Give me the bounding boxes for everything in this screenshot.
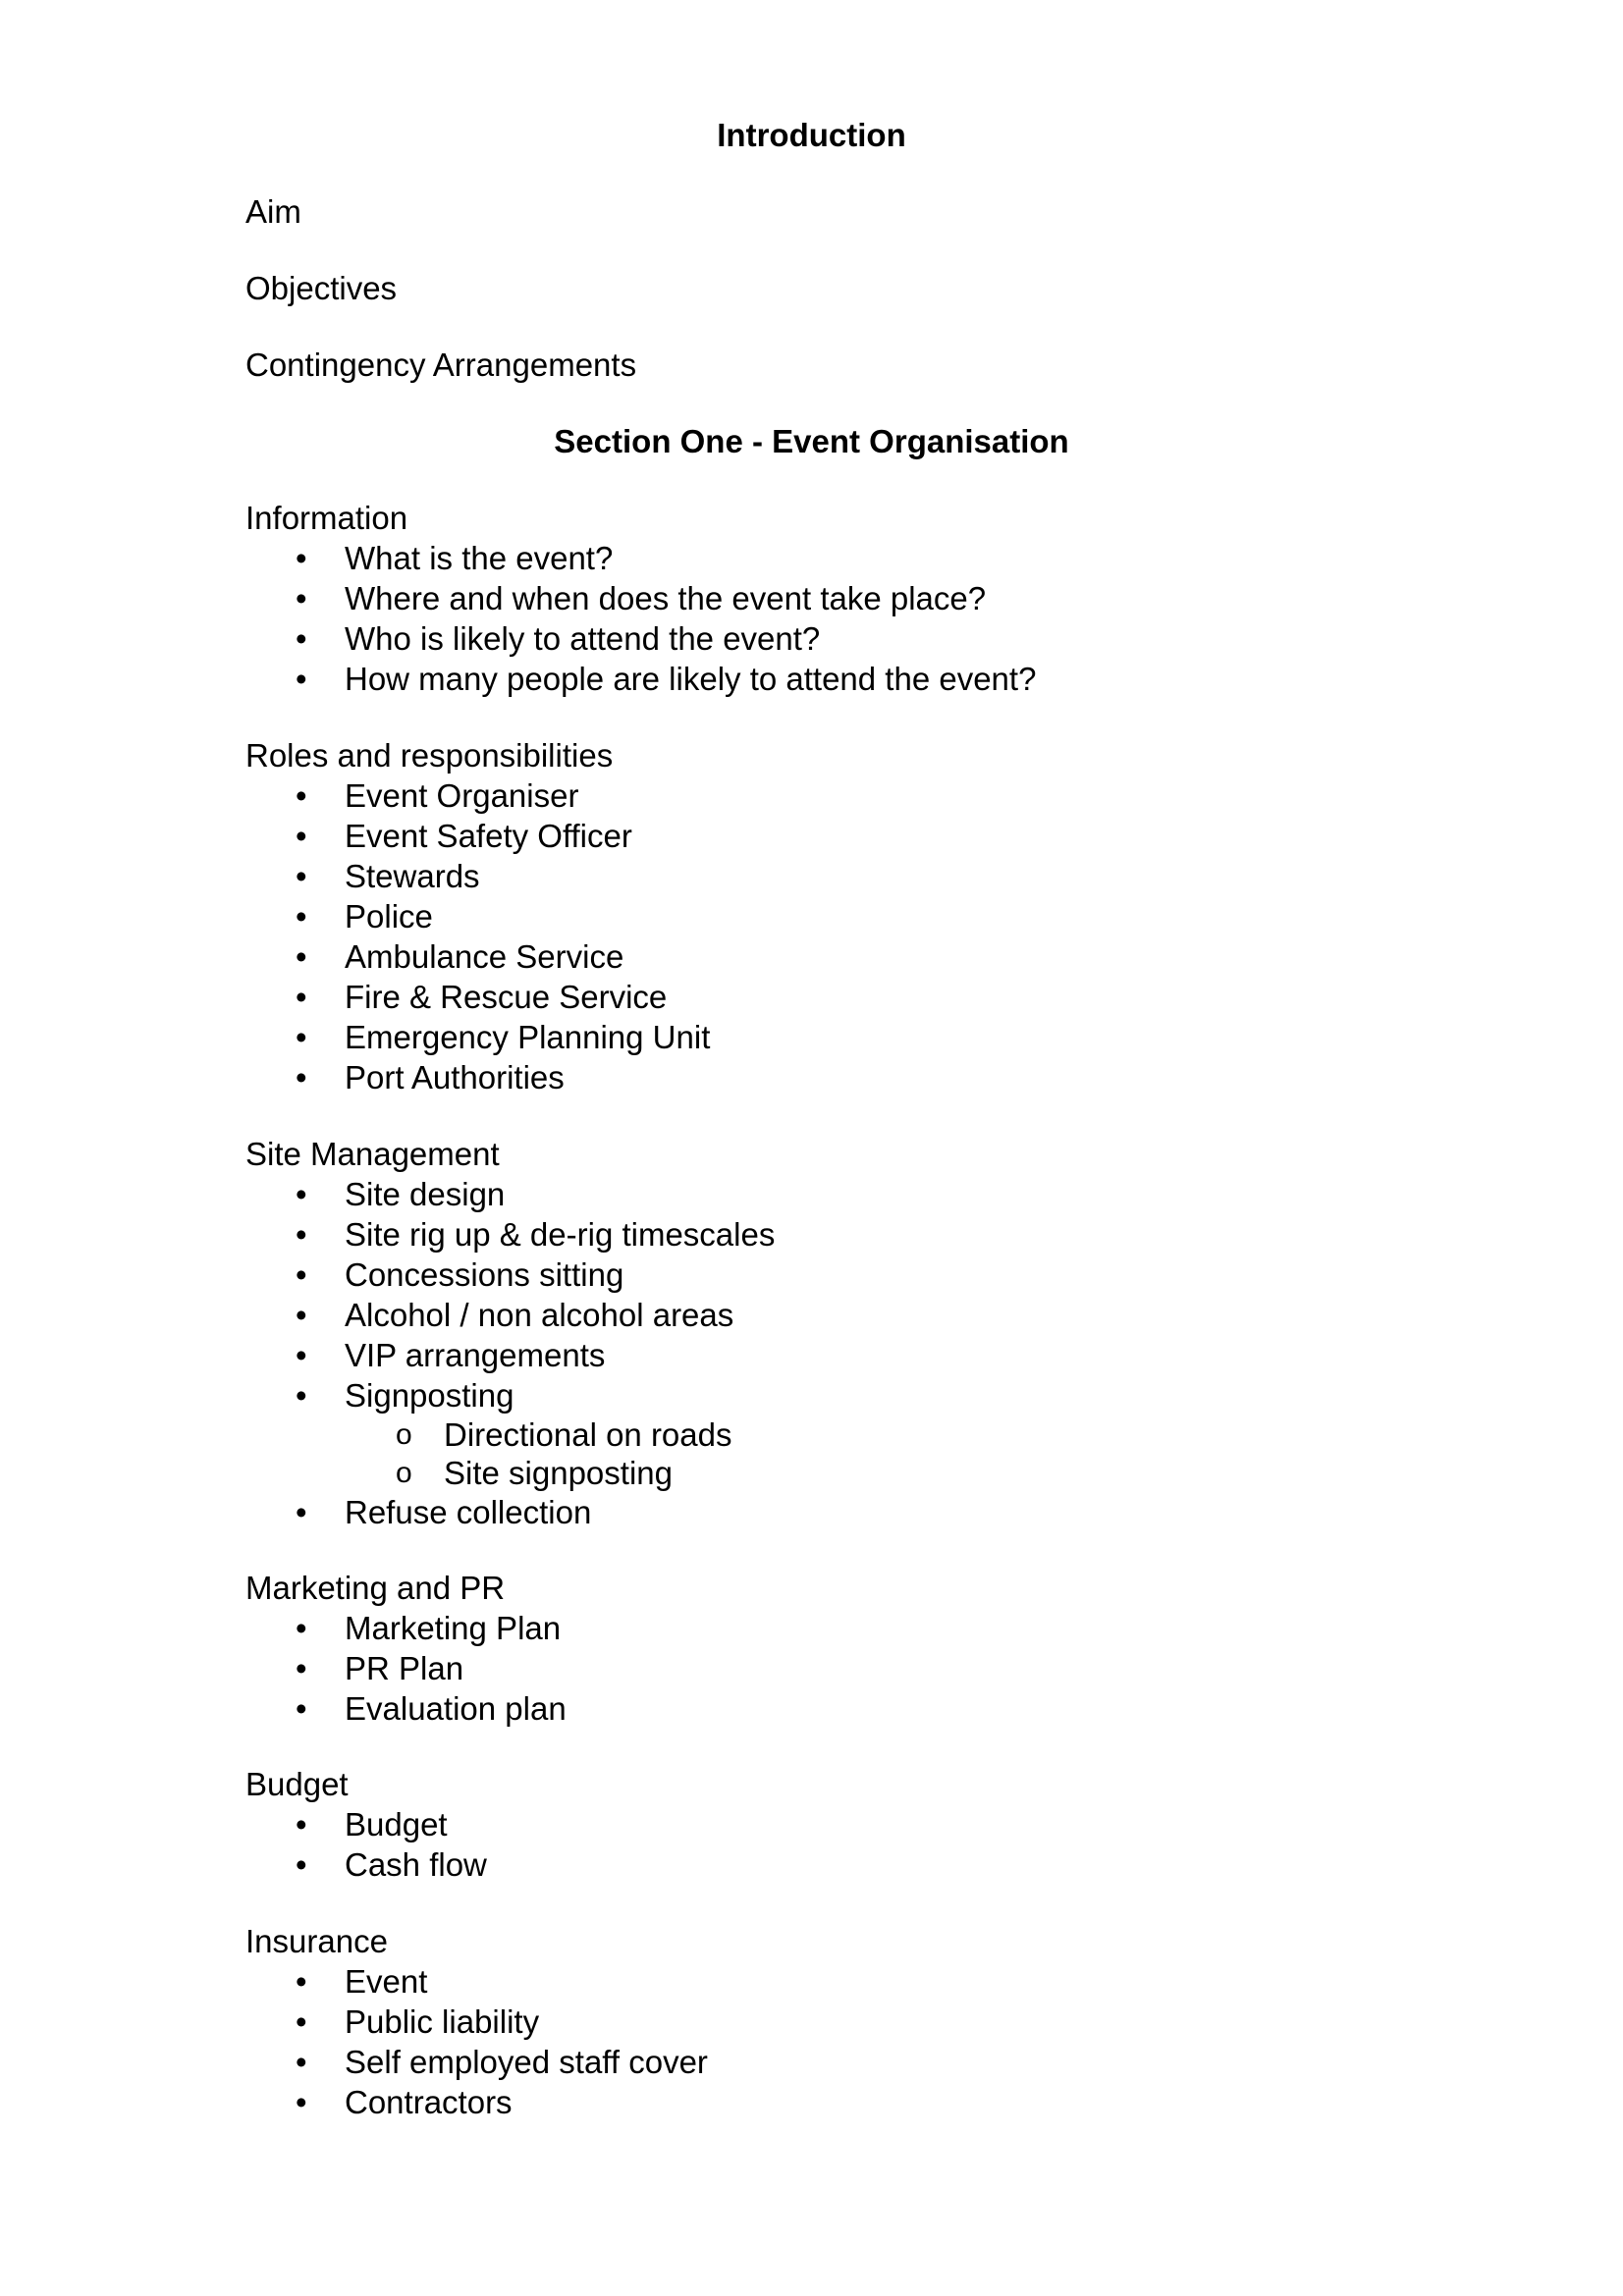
- circle-bullet-icon: o: [396, 1418, 412, 1451]
- list-item: • Marketing Plan: [296, 1610, 562, 1646]
- budget-list: [245, 1804, 1424, 1885]
- bullet-icon: •: [296, 1963, 307, 2000]
- bullet-icon: •: [296, 2044, 307, 2080]
- bullet-icon: •: [296, 1019, 307, 1055]
- site-management-title: Site Management: [245, 1136, 500, 1172]
- roles-list: [245, 775, 1424, 1097]
- bullet-icon: •: [296, 818, 307, 854]
- bullet-icon: •: [296, 2003, 307, 2040]
- list-item: • Fire & Rescue Service: [296, 979, 668, 1015]
- site-management-list: [245, 1174, 1424, 1532]
- list-item: • Port Authorities: [296, 1059, 565, 1095]
- list-item: • Alcohol / non alcohol areas: [296, 1297, 734, 1333]
- marketing-title: Marketing and PR: [245, 1570, 506, 1606]
- list-item: • Evaluation plan: [296, 1690, 567, 1727]
- bullet-icon: •: [296, 1176, 307, 1212]
- bullet-icon: •: [296, 620, 307, 657]
- bullet-icon: •: [296, 1610, 307, 1646]
- list-item: • PR Plan: [296, 1650, 464, 1686]
- bullet-icon: •: [296, 580, 307, 616]
- marketing-list: [245, 1608, 1424, 1729]
- bullet-icon: •: [296, 1377, 307, 1414]
- list-item: • Event: [296, 1963, 428, 2000]
- bullet-icon: •: [296, 1297, 307, 1333]
- information-list: [245, 538, 1424, 699]
- bullet-icon: •: [296, 858, 307, 894]
- bullet-icon: •: [296, 1216, 307, 1253]
- list-item: • Event Safety Officer: [296, 818, 632, 854]
- list-item: • Concessions sitting: [296, 1256, 624, 1293]
- contingency-paragraph: Contingency Arrangements: [245, 347, 637, 383]
- bullet-icon: •: [296, 898, 307, 934]
- bullet-icon: •: [296, 938, 307, 975]
- list-item: • Police: [296, 898, 433, 934]
- bullet-icon: •: [296, 1650, 307, 1686]
- list-item: • Ambulance Service: [296, 938, 624, 975]
- budget-section: [245, 1765, 1424, 1885]
- circle-bullet-icon: o: [396, 1457, 412, 1489]
- objectives-paragraph: Objectives: [245, 270, 398, 306]
- bullet-icon: •: [296, 1256, 307, 1293]
- list-item: • Site design: [296, 1176, 506, 1212]
- list-item: • Event Organiser: [296, 777, 579, 814]
- insurance-list: [245, 1961, 1424, 2122]
- list-item: • How many people are likely to attend the event?: [296, 661, 1037, 697]
- bullet-icon: •: [296, 540, 307, 576]
- insurance-section: [245, 1922, 1424, 2122]
- budget-title: Budget: [245, 1766, 349, 1802]
- list-item: • Cash flow: [296, 1846, 487, 1883]
- bullet-icon: •: [296, 979, 307, 1015]
- list-item: • Signposting o Directional on roads o Site signposting: [245, 1375, 1424, 1492]
- sub-list-item: o Site signposting: [396, 1455, 673, 1491]
- list-item: • Stewards: [296, 858, 480, 894]
- insurance-title: Insurance: [245, 1923, 388, 1959]
- roles-section: [245, 736, 1424, 1097]
- sub-list-item: o Directional on roads: [396, 1416, 732, 1453]
- list-item: • VIP arrangements: [296, 1337, 606, 1373]
- introduction-heading: Introduction: [717, 117, 906, 153]
- site-management-section: [245, 1135, 1424, 1532]
- information-section: [245, 499, 1424, 699]
- bullet-icon: •: [296, 1337, 307, 1373]
- list-item: • Where and when does the event take place?: [296, 580, 987, 616]
- list-item: • Site rig up & de-rig timescales: [296, 1216, 776, 1253]
- marketing-section: [245, 1569, 1424, 1729]
- list-item: • Emergency Planning Unit: [296, 1019, 711, 1055]
- section-one-heading: Section One - Event Organisation: [554, 423, 1069, 459]
- list-item: • Contractors: [296, 2084, 513, 2120]
- list-item: • What is the event?: [296, 540, 614, 576]
- list-item: • Self employed staff cover: [296, 2044, 708, 2080]
- bullet-icon: •: [296, 1494, 307, 1530]
- aim-paragraph: Aim: [245, 193, 301, 230]
- list-item: • Who is likely to attend the event?: [296, 620, 821, 657]
- information-title: Information: [245, 500, 408, 536]
- list-item: • Refuse collection: [296, 1494, 592, 1530]
- bullet-icon: •: [296, 1690, 307, 1727]
- list-item: • Public liability: [296, 2003, 540, 2040]
- bullet-icon: •: [296, 1846, 307, 1883]
- bullet-icon: •: [296, 2084, 307, 2120]
- bullet-icon: •: [296, 1059, 307, 1095]
- signposting-sublist: [345, 1415, 1424, 1492]
- bullet-icon: •: [296, 1806, 307, 1842]
- list-item: • Budget: [296, 1806, 448, 1842]
- roles-title: Roles and responsibilities: [245, 737, 614, 774]
- bullet-icon: •: [296, 661, 307, 697]
- bullet-icon: •: [296, 777, 307, 814]
